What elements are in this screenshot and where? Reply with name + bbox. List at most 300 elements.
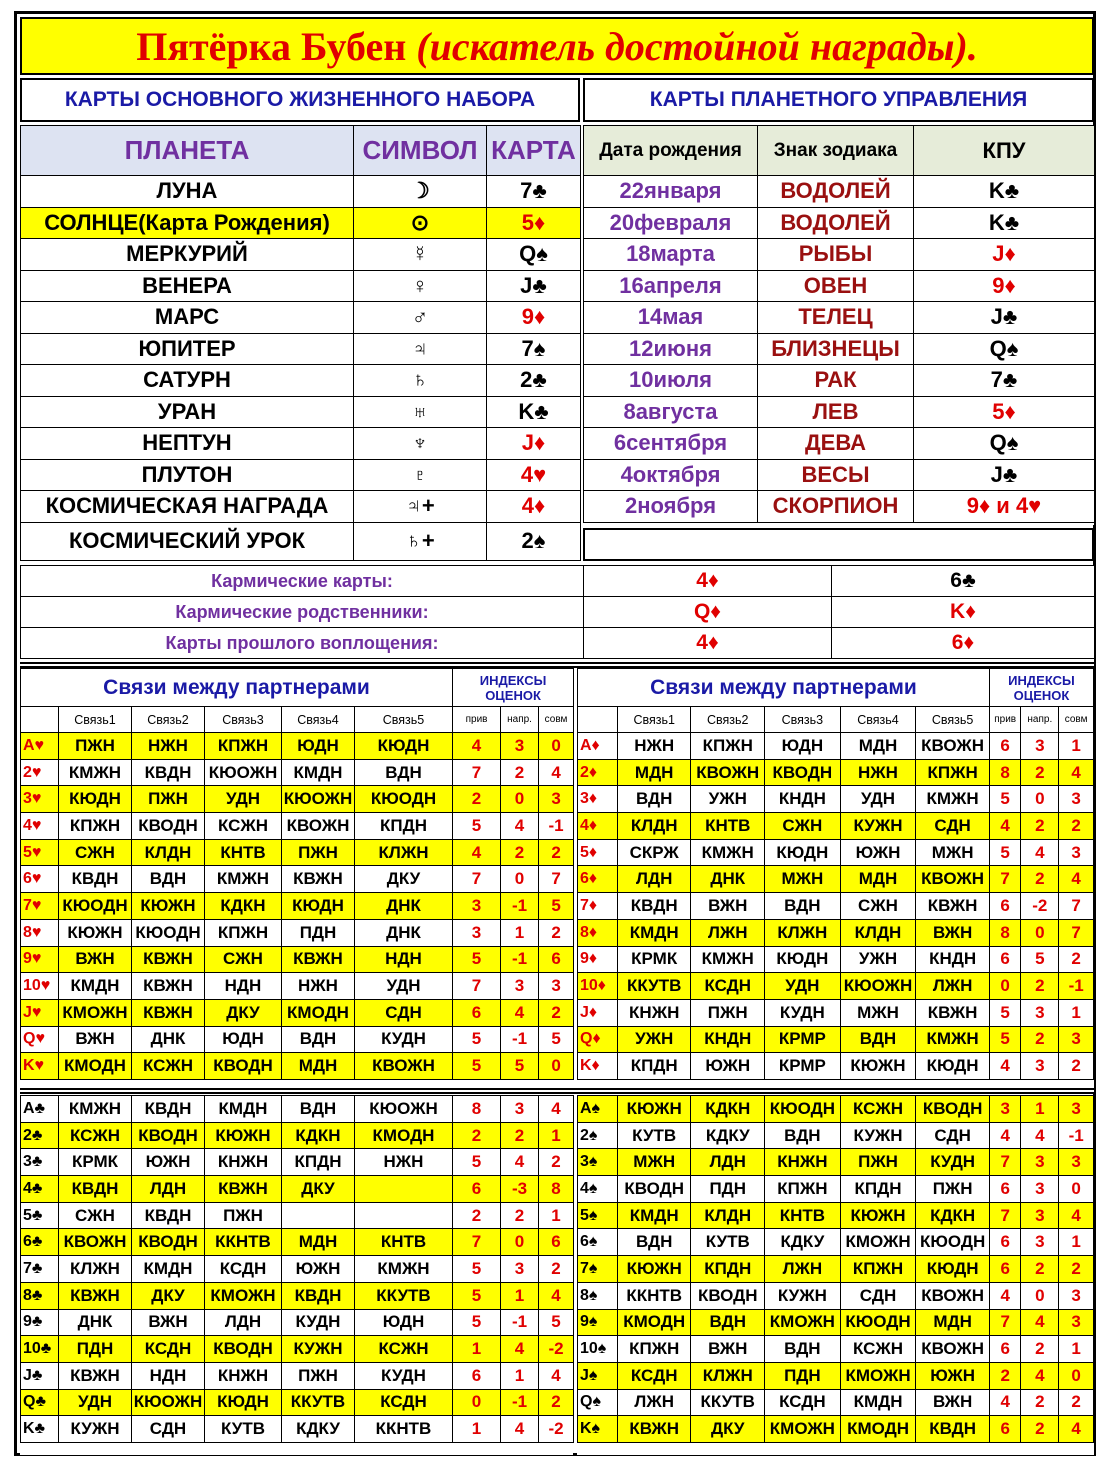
relation-index: 2 (501, 1122, 539, 1149)
relation-link: УДН (205, 786, 282, 813)
kpu-sign: БЛИЗНЕЦЫ (758, 333, 914, 365)
karmic-box (20, 565, 1094, 662)
planet-name: САТУРН (21, 365, 354, 397)
relation-link: КЛЖН (355, 839, 453, 866)
relation-link: КНЖН (765, 1149, 841, 1176)
relation-link: КДКУ (765, 1229, 841, 1256)
page-title (20, 17, 1094, 75)
relation-index: 2 (1021, 1389, 1059, 1416)
kpu-sign: ОВЕН (758, 270, 914, 302)
relation-link: КУДН (355, 1026, 453, 1053)
relation-link: КМОДН (617, 1309, 691, 1336)
relation-link: ККУТВ (282, 1389, 355, 1416)
relation-link: КДКУ (282, 1416, 355, 1443)
relation-index: 8 (989, 919, 1021, 946)
planet-symbol: ♄ (354, 365, 487, 397)
relation-index: 2 (1059, 946, 1094, 973)
relation-link: КМЖН (691, 946, 765, 973)
relation-row (21, 786, 574, 813)
relation-link: МЖН (617, 1149, 691, 1176)
relation-link: УЖН (617, 1026, 691, 1053)
relation-index: 0 (453, 1389, 501, 1416)
relation-link: КВЖН (59, 1282, 132, 1309)
header-planetary: КАРТЫ ПЛАНЕТНОГО УПРАВЛЕНИЯ (583, 78, 1094, 122)
relation-index: 3 (453, 893, 501, 920)
relation-row (578, 1309, 1094, 1336)
kpu-sign: ДЕВА (758, 428, 914, 460)
relation-link: КСДН (205, 1256, 282, 1283)
relation-index: 5 (453, 1282, 501, 1309)
relation-link: КПЖН (840, 1256, 916, 1283)
relation-row (578, 813, 1094, 840)
relation-row (21, 1026, 574, 1053)
relation-link: КВДН (916, 1416, 990, 1443)
relation-link: КВДН (132, 1202, 205, 1229)
relation-link: КВЖН (205, 1176, 282, 1203)
relation-index: 6 (989, 1229, 1021, 1256)
relation-link: НЖН (840, 759, 916, 786)
relation-link: КУДН (355, 1362, 453, 1389)
relation-link: КПЖН (617, 1336, 691, 1363)
relation-link: КЮДН (59, 786, 132, 813)
relation-index: 3 (453, 919, 501, 946)
title-main: Пятёрка Бубен (136, 23, 407, 69)
relation-row (21, 1389, 574, 1416)
relation-link: КПДН (355, 813, 453, 840)
relation-link: КЛЖН (59, 1256, 132, 1283)
relation-link: КЛЖН (691, 1362, 765, 1389)
relation-index: 3 (501, 1096, 539, 1123)
relation-index: 3 (539, 786, 574, 813)
relation-link: КУДН (282, 1309, 355, 1336)
relation-card: Q♥ (21, 1026, 59, 1053)
col-zodiac: Знак зодиака (758, 126, 914, 176)
relation-row (21, 813, 574, 840)
relation-link: КВДН (132, 1096, 205, 1123)
kpu-table (583, 125, 1095, 523)
relation-row (21, 1122, 574, 1149)
relation-link: КВДН (282, 1282, 355, 1309)
relation-row (578, 1282, 1094, 1309)
relation-link: СЖН (205, 946, 282, 973)
relation-link: КМЖН (916, 786, 990, 813)
relation-index: 7 (1059, 919, 1094, 946)
relation-index: 2 (539, 919, 574, 946)
kpu-sign: ЛЕВ (758, 396, 914, 428)
kpu-date: 10июля (584, 365, 758, 397)
planet-symbol: ♃+ (354, 491, 487, 523)
relation-index: 5 (989, 1026, 1021, 1053)
relation-link: КЛДН (840, 919, 916, 946)
relation-row (21, 919, 574, 946)
relation-link: КПЖН (205, 919, 282, 946)
karmic-row (21, 566, 1095, 597)
kpu-empty-cell (583, 528, 1094, 561)
relation-row (578, 839, 1094, 866)
relation-index: 2 (453, 1202, 501, 1229)
relation-card: 9♠ (578, 1309, 618, 1336)
relation-link: КНДН (916, 946, 990, 973)
relation-link: КМДН (617, 919, 691, 946)
relation-link: КСДН (355, 1389, 453, 1416)
relation-index: 8 (539, 1176, 574, 1203)
relation-link: КВЖН (59, 1362, 132, 1389)
relation-index: 2 (1059, 1053, 1094, 1080)
col-link: Связь1 (617, 707, 691, 733)
relation-card: K♦ (578, 1053, 618, 1080)
relation-link: ПДН (282, 919, 355, 946)
relation-card: 7♦ (578, 893, 618, 920)
relation-row (21, 1229, 574, 1256)
page (14, 11, 1096, 1456)
relation-index: 1 (501, 919, 539, 946)
relation-index: -1 (501, 1309, 539, 1336)
relation-link: КДКН (916, 1202, 990, 1229)
relation-index: 3 (1021, 1202, 1059, 1229)
relation-row (21, 973, 574, 1000)
relation-index: 5 (989, 786, 1021, 813)
relation-link: ПЖН (282, 1362, 355, 1389)
relation-link: КДКН (282, 1122, 355, 1149)
karmic-row (21, 597, 1095, 628)
relation-link: ЛДН (691, 1149, 765, 1176)
planet-name: ЮПИТЕР (21, 333, 354, 365)
relation-index: 1 (1059, 999, 1094, 1026)
relation-row (21, 1309, 574, 1336)
relation-link: ПДН (765, 1362, 841, 1389)
kpu-card: 5♦ (914, 396, 1095, 428)
relation-index: 8 (453, 1096, 501, 1123)
col-index: напр. (1021, 707, 1059, 733)
relation-index: 3 (1059, 1309, 1094, 1336)
relation-row (21, 733, 574, 760)
relation-link: КВОДН (132, 1122, 205, 1149)
relation-card: 6♥ (21, 866, 59, 893)
relation-index: 3 (1021, 733, 1059, 760)
relation-row (21, 1176, 574, 1203)
col-link: Связь5 (916, 707, 990, 733)
relation-link: ККУТВ (691, 1389, 765, 1416)
karmic-label: Кармические родственники: (21, 597, 584, 628)
planet-row (21, 365, 581, 397)
relation-index: 3 (1059, 1282, 1094, 1309)
relation-link: ЮЖН (916, 1362, 990, 1389)
relation-index: 4 (1059, 866, 1094, 893)
planet-name: ВЕНЕРА (21, 270, 354, 302)
relation-link: КМОДН (355, 1122, 453, 1149)
relation-link: КЛЖН (765, 919, 841, 946)
relation-link: КВОДН (132, 1229, 205, 1256)
relation-link: КЮДН (282, 893, 355, 920)
relation-link: КСЖН (59, 1122, 132, 1149)
relation-link: МДН (282, 1053, 355, 1080)
relation-link: КМОДН (840, 1416, 916, 1443)
relation-link: КЮОЖН (355, 1096, 453, 1123)
diamonds-relations (577, 668, 1094, 1088)
relation-link: ВЖН (691, 893, 765, 920)
relation-card: 3♦ (578, 786, 618, 813)
relation-card: 3♣ (21, 1149, 59, 1176)
relation-link: ПЖН (282, 839, 355, 866)
relation-row (578, 866, 1094, 893)
relation-index: 4 (501, 999, 539, 1026)
relation-link: ДКУ (282, 1176, 355, 1203)
relation-link: УЖН (691, 786, 765, 813)
relation-index: 0 (501, 866, 539, 893)
relation-index: 2 (501, 1202, 539, 1229)
relation-index: 2 (1021, 1416, 1059, 1443)
relation-card: 5♦ (578, 839, 618, 866)
relation-index: 6 (539, 1229, 574, 1256)
relation-index: -1 (1059, 1122, 1094, 1149)
relation-card: A♣ (21, 1096, 59, 1123)
relation-link: КПЖН (205, 733, 282, 760)
spades-relations (577, 1095, 1094, 1455)
relation-card: K♣ (21, 1416, 59, 1443)
relation-row (21, 1053, 574, 1080)
kpu-row (584, 270, 1095, 302)
relation-index: 6 (539, 946, 574, 973)
relation-link: КНТВ (205, 839, 282, 866)
relation-card: 2♦ (578, 759, 618, 786)
relation-link: УЖН (840, 946, 916, 973)
relation-index: 0 (989, 973, 1021, 1000)
relation-link: ВДН (132, 866, 205, 893)
kpu-card: J♣ (914, 459, 1095, 491)
relation-index: -1 (501, 946, 539, 973)
relation-link: КВОЖН (916, 1282, 990, 1309)
relation-card: 6♠ (578, 1229, 618, 1256)
relation-index: 6 (989, 946, 1021, 973)
relation-link: ВДН (840, 1026, 916, 1053)
relation-card: 8♥ (21, 919, 59, 946)
relation-link: ЛЖН (916, 973, 990, 1000)
col-index: напр. (501, 707, 539, 733)
col-kpu: КПУ (914, 126, 1095, 176)
relation-link: ЛЖН (691, 919, 765, 946)
relation-card: 6♦ (578, 866, 618, 893)
col-card-empty (578, 707, 618, 733)
relation-index: 0 (539, 733, 574, 760)
relation-index: 4 (501, 813, 539, 840)
relation-link: КНЖН (205, 1149, 282, 1176)
kpu-card: Q♠ (914, 428, 1095, 460)
planet-name: ПЛУТОН (21, 459, 354, 491)
relation-link: УДН (59, 1389, 132, 1416)
relation-index: 0 (1021, 919, 1059, 946)
relation-card: J♥ (21, 999, 59, 1026)
relation-link: КВОЖН (282, 813, 355, 840)
relation-index: 3 (1059, 839, 1094, 866)
planet-symbol: ♀ (354, 270, 487, 302)
relation-row (578, 1202, 1094, 1229)
relation-index: 7 (453, 973, 501, 1000)
planet-card: J♦ (487, 428, 581, 460)
col-birthdate: Дата рождения (584, 126, 758, 176)
header-main-set: КАРТЫ ОСНОВНОГО ЖИЗНЕННОГО НАБОРА (20, 78, 580, 122)
relation-index: 3 (539, 973, 574, 1000)
planet-name: СОЛНЦЕ(Карта Рождения) (21, 207, 354, 239)
relation-link: КЮОДН (840, 1309, 916, 1336)
relation-row (578, 1053, 1094, 1080)
planet-row (21, 302, 581, 334)
kpu-row (584, 459, 1095, 491)
planet-row (21, 396, 581, 428)
relation-link: КПЖН (765, 1176, 841, 1203)
relation-index: 2 (453, 786, 501, 813)
relation-link: ЮЖН (691, 1053, 765, 1080)
relation-link: КМОДН (59, 1053, 132, 1080)
kpu-date: 2ноября (584, 491, 758, 523)
relation-link: ПЖН (59, 733, 132, 760)
relation-index: 3 (501, 973, 539, 1000)
relation-row (21, 1202, 574, 1229)
kpu-sign: ВЕСЫ (758, 459, 914, 491)
relation-link: ДНК (59, 1309, 132, 1336)
relation-link: КУТВ (617, 1122, 691, 1149)
relation-link: КМЖН (355, 1256, 453, 1283)
relation-card: 5♥ (21, 839, 59, 866)
relation-index: -3 (501, 1176, 539, 1203)
planet-row (21, 207, 581, 239)
relation-link: КВЖН (132, 946, 205, 973)
relation-index: 2 (1021, 1336, 1059, 1363)
relation-link: КНТВ (691, 813, 765, 840)
kpu-row (584, 428, 1095, 460)
relation-index: -1 (501, 1026, 539, 1053)
relation-link: КЮОЖН (840, 973, 916, 1000)
relation-index: 4 (1021, 1122, 1059, 1149)
relation-row (21, 1416, 574, 1443)
relation-link: КМОЖН (765, 1309, 841, 1336)
relation-link: ДКУ (132, 1282, 205, 1309)
relation-index: 1 (1059, 733, 1094, 760)
relation-link: ВДН (282, 1026, 355, 1053)
relation-card: 10♥ (21, 973, 59, 1000)
relation-index: 3 (1021, 1053, 1059, 1080)
relation-link: КЮОДН (916, 1229, 990, 1256)
relation-link: МЖН (840, 999, 916, 1026)
relation-index: -1 (539, 813, 574, 840)
col-index: совм (1059, 707, 1094, 733)
relation-link: КВДН (59, 1176, 132, 1203)
clubs-relations (20, 1095, 573, 1455)
relation-link: КМДН (840, 1389, 916, 1416)
kpu-card: 9♦ и 4♥ (914, 491, 1095, 523)
relation-link: КСДН (765, 1389, 841, 1416)
relation-index: 4 (1021, 1362, 1059, 1389)
relation-link: ПЖН (132, 786, 205, 813)
relation-index: 0 (1059, 1362, 1094, 1389)
relation-card: J♦ (578, 999, 618, 1026)
planet-row (21, 459, 581, 491)
relation-link: КЮОЖН (132, 1389, 205, 1416)
relation-link: КВЖН (132, 999, 205, 1026)
relation-index: 4 (1059, 1416, 1094, 1443)
relation-card: 6♣ (21, 1229, 59, 1256)
relation-index: 2 (1059, 813, 1094, 840)
relation-index: 7 (453, 1229, 501, 1256)
col-card-empty (21, 707, 59, 733)
relation-link: КМОЖН (765, 1416, 841, 1443)
relation-link: ДКУ (691, 1416, 765, 1443)
planet-name: УРАН (21, 396, 354, 428)
relation-link: КДКУ (691, 1122, 765, 1149)
relation-link: КПДН (617, 1053, 691, 1080)
relation-row (578, 1176, 1094, 1203)
relation-link: КМОЖН (59, 999, 132, 1026)
kpu-row (584, 207, 1095, 239)
relation-index: 6 (453, 1362, 501, 1389)
relation-link: ККНТВ (355, 1416, 453, 1443)
relation-link: КМЖН (691, 839, 765, 866)
relation-link: КВОДН (691, 1282, 765, 1309)
relation-index: 4 (989, 1282, 1021, 1309)
kpu-card: Q♠ (914, 333, 1095, 365)
relation-link: НЖН (355, 1149, 453, 1176)
relation-index: 2 (989, 1362, 1021, 1389)
relation-link: ККНТВ (617, 1282, 691, 1309)
relation-link: КПДН (282, 1149, 355, 1176)
relation-link: КМОДН (282, 999, 355, 1026)
relation-index: 3 (1059, 786, 1094, 813)
relation-index: 3 (1059, 1149, 1094, 1176)
relation-link: СКРЖ (617, 839, 691, 866)
relation-link: ЛЖН (765, 1256, 841, 1283)
relation-index: 4 (1059, 1202, 1094, 1229)
relation-link: МДН (916, 1309, 990, 1336)
relation-link: КВЖН (617, 1416, 691, 1443)
planet-symbol: ♇ (354, 459, 487, 491)
kpu-card: J♣ (914, 302, 1095, 334)
relation-link: СДН (355, 999, 453, 1026)
karmic-card-b: K♦ (832, 597, 1095, 628)
relations-table (577, 1095, 1094, 1443)
relation-link: ДНК (691, 866, 765, 893)
relation-row (578, 1362, 1094, 1389)
relation-row (21, 839, 574, 866)
relation-link: УДН (840, 786, 916, 813)
relation-card: 4♣ (21, 1176, 59, 1203)
relation-index: 7 (989, 1149, 1021, 1176)
relation-row (578, 1229, 1094, 1256)
relation-card: Q♠ (578, 1389, 618, 1416)
relation-row (578, 733, 1094, 760)
relation-row (578, 759, 1094, 786)
karmic-label: Кармические карты: (21, 566, 584, 597)
relation-index: 0 (501, 786, 539, 813)
relation-card: 5♠ (578, 1202, 618, 1229)
relations-table (20, 668, 574, 1080)
karmic-label: Карты прошлого воплощения: (21, 628, 584, 659)
planet-name: МАРС (21, 302, 354, 334)
kpu-sign: ВОДОЛЕЙ (758, 207, 914, 239)
relation-link: СДН (916, 1122, 990, 1149)
planet-card: 5♦ (487, 207, 581, 239)
relation-link: КЮОДН (355, 786, 453, 813)
index-title: ИНДЕКСЫ ОЦЕНОК (453, 669, 574, 707)
col-index: прив (453, 707, 501, 733)
planet-symbol: ☿ (354, 239, 487, 271)
planet-card: 4♦ (487, 491, 581, 523)
kpu-sign: РЫБЫ (758, 239, 914, 271)
relation-link: КСДН (132, 1336, 205, 1363)
relation-link: КВОДН (617, 1176, 691, 1203)
relation-link (355, 1202, 453, 1229)
relation-index: 2 (1021, 813, 1059, 840)
relation-index: 0 (1021, 786, 1059, 813)
relation-index: 2 (501, 759, 539, 786)
